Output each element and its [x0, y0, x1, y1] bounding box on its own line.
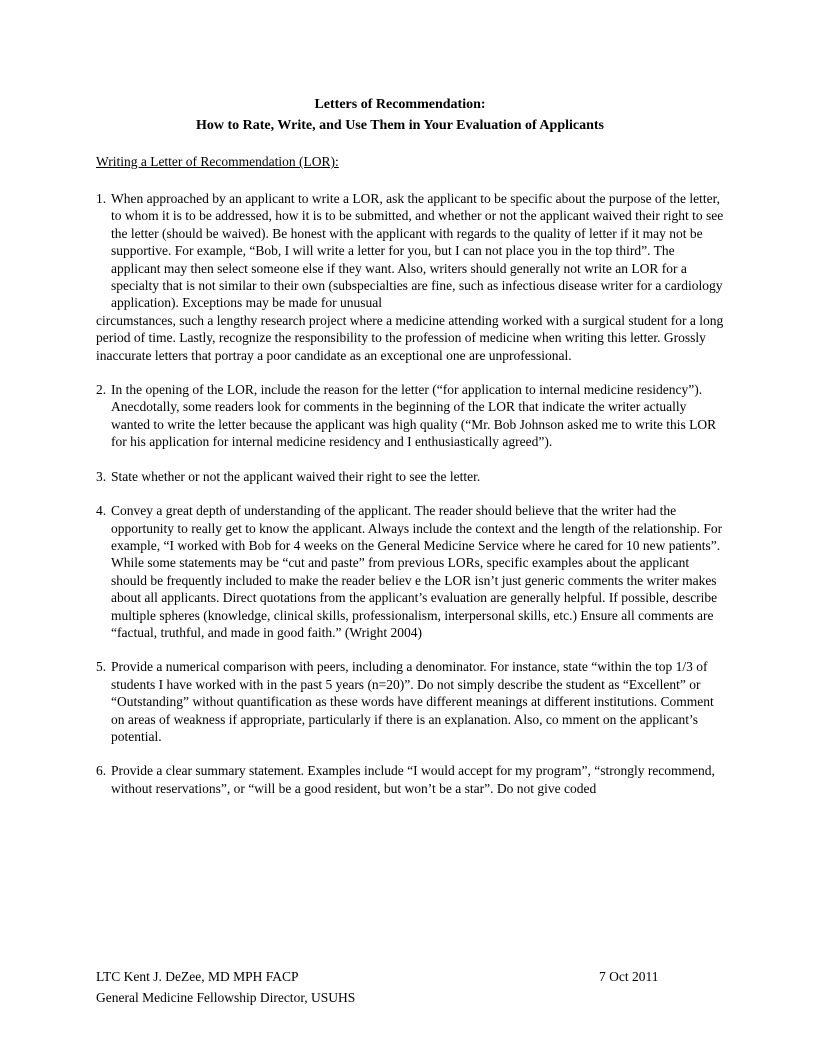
footer-date: 7 Oct 2011	[599, 969, 659, 984]
list-item-text: Provide a clear summary statement. Examples include “I would accept for my program”, “strongly recommend, without reservations”, or “will be a good resident, but won’t be a star”. Do not give coded	[111, 763, 715, 796]
list-item	[96, 658, 726, 745]
list-item	[96, 762, 726, 797]
list-item-number: 4.	[96, 503, 107, 519]
list-item-number: 3.	[96, 468, 107, 484]
list-item	[96, 502, 726, 641]
section-heading: Writing a Letter of Recommendation (LOR):	[96, 154, 339, 169]
recommendation-list	[96, 190, 726, 797]
footer-role: General Medicine Fellowship Director, USUHS	[96, 990, 356, 1005]
list-item-number: 5.	[96, 659, 107, 675]
list-item	[96, 381, 726, 451]
list-item-number: 2.	[96, 382, 107, 398]
list-item-text: When approached by an applicant to write a LOR, ask the applicant to be specific about the purpose of the letter, to whom it is to be addressed, how it is to be submitted, and whether or not the applicant waived their right to see the letter (should be waived). Be honest with the applicant with regards to the quality of letter if it may not be supportive. For example, “Bob, I will write a letter for you, but I can not place you in the top third”. The applicant may then select someone else if they want. Also, writers should generally not write an LOR for a specialty that is not similar to their own (subspecialties are fine, such as infectious disease writer for a cardiology application). Exceptions may be made for unusual	[111, 191, 724, 311]
page-title: Letters of Recommendation:	[314, 97, 486, 112]
footer-author-line	[96, 968, 676, 986]
page-subtitle: How to Rate, Write, and Use Them in Your Evaluation of Applicants	[196, 118, 604, 133]
list-item-number: 1.	[96, 191, 107, 206]
list-item-text: State whether or not the applicant waived their right to see the letter.	[111, 468, 481, 484]
list-item-continuation: circumstances, such a lengthy research project where a medicine attending worked with a surgical student for a long period of time. Lastly, recognize the responsibility to the profession of medicine when writing this letter. Grossly inaccurate letters that portray a poor candidate as an exceptional one are unprofessional.	[96, 312, 724, 363]
list-item-text: Convey a great depth of understanding of the applicant. The reader should believe that the writer had the opportunity to really get to know the applicant. Always include the context and the length of the relationship. For example, “I worked with Bob for 4 weeks on the General Medicine Service where he cared for 10 new patients”. While some statements may be “cut and paste” from previous LORs, specific examples about the applicant should be frequently included to make the reader believ e the LOR isn’t just generic comments the writer makes about all applicants. Direct quotations from the applicant’s evaluation are generally helpful. If possible, describe multiple spheres (knowledge, clinical skills, professionalism, interpersonal skills, etc.) Ensure all comments are “factual, truthful, and made in good faith.” (Wright 2004)	[111, 503, 723, 640]
list-item-text: Provide a numerical comparison with peers, including a denominator. For instance, state “within the top 1/3 of students I have worked with in the past 5 years (n=20)”. Do not simply describe the student as “Excellent” or “Outstanding” without quantification as these words have different meanings at different institutions. Comment on areas of weakness if appropriate, particularly if there is an explanation. Also, co mment on the applicant’s potential.	[111, 659, 714, 744]
footer-author: LTC Kent J. DeZee, MD MPH FACP	[96, 969, 299, 984]
footer-role-line	[96, 989, 676, 1007]
list-item-text: In the opening of the LOR, include the reason for the letter (“for application to internal medicine residency”). Anecdotally, some readers look for comments in the beginning of the LOR that indicate the writer actually wanted to write the letter because the applicant was high quality (“Mr. Bob Johnson asked me to write this LOR for his application for internal medicine residency and I enthusiastically agreed”).	[111, 382, 717, 450]
list-item	[96, 468, 726, 485]
list-item-number: 6.	[96, 763, 107, 779]
list-item	[96, 190, 726, 364]
